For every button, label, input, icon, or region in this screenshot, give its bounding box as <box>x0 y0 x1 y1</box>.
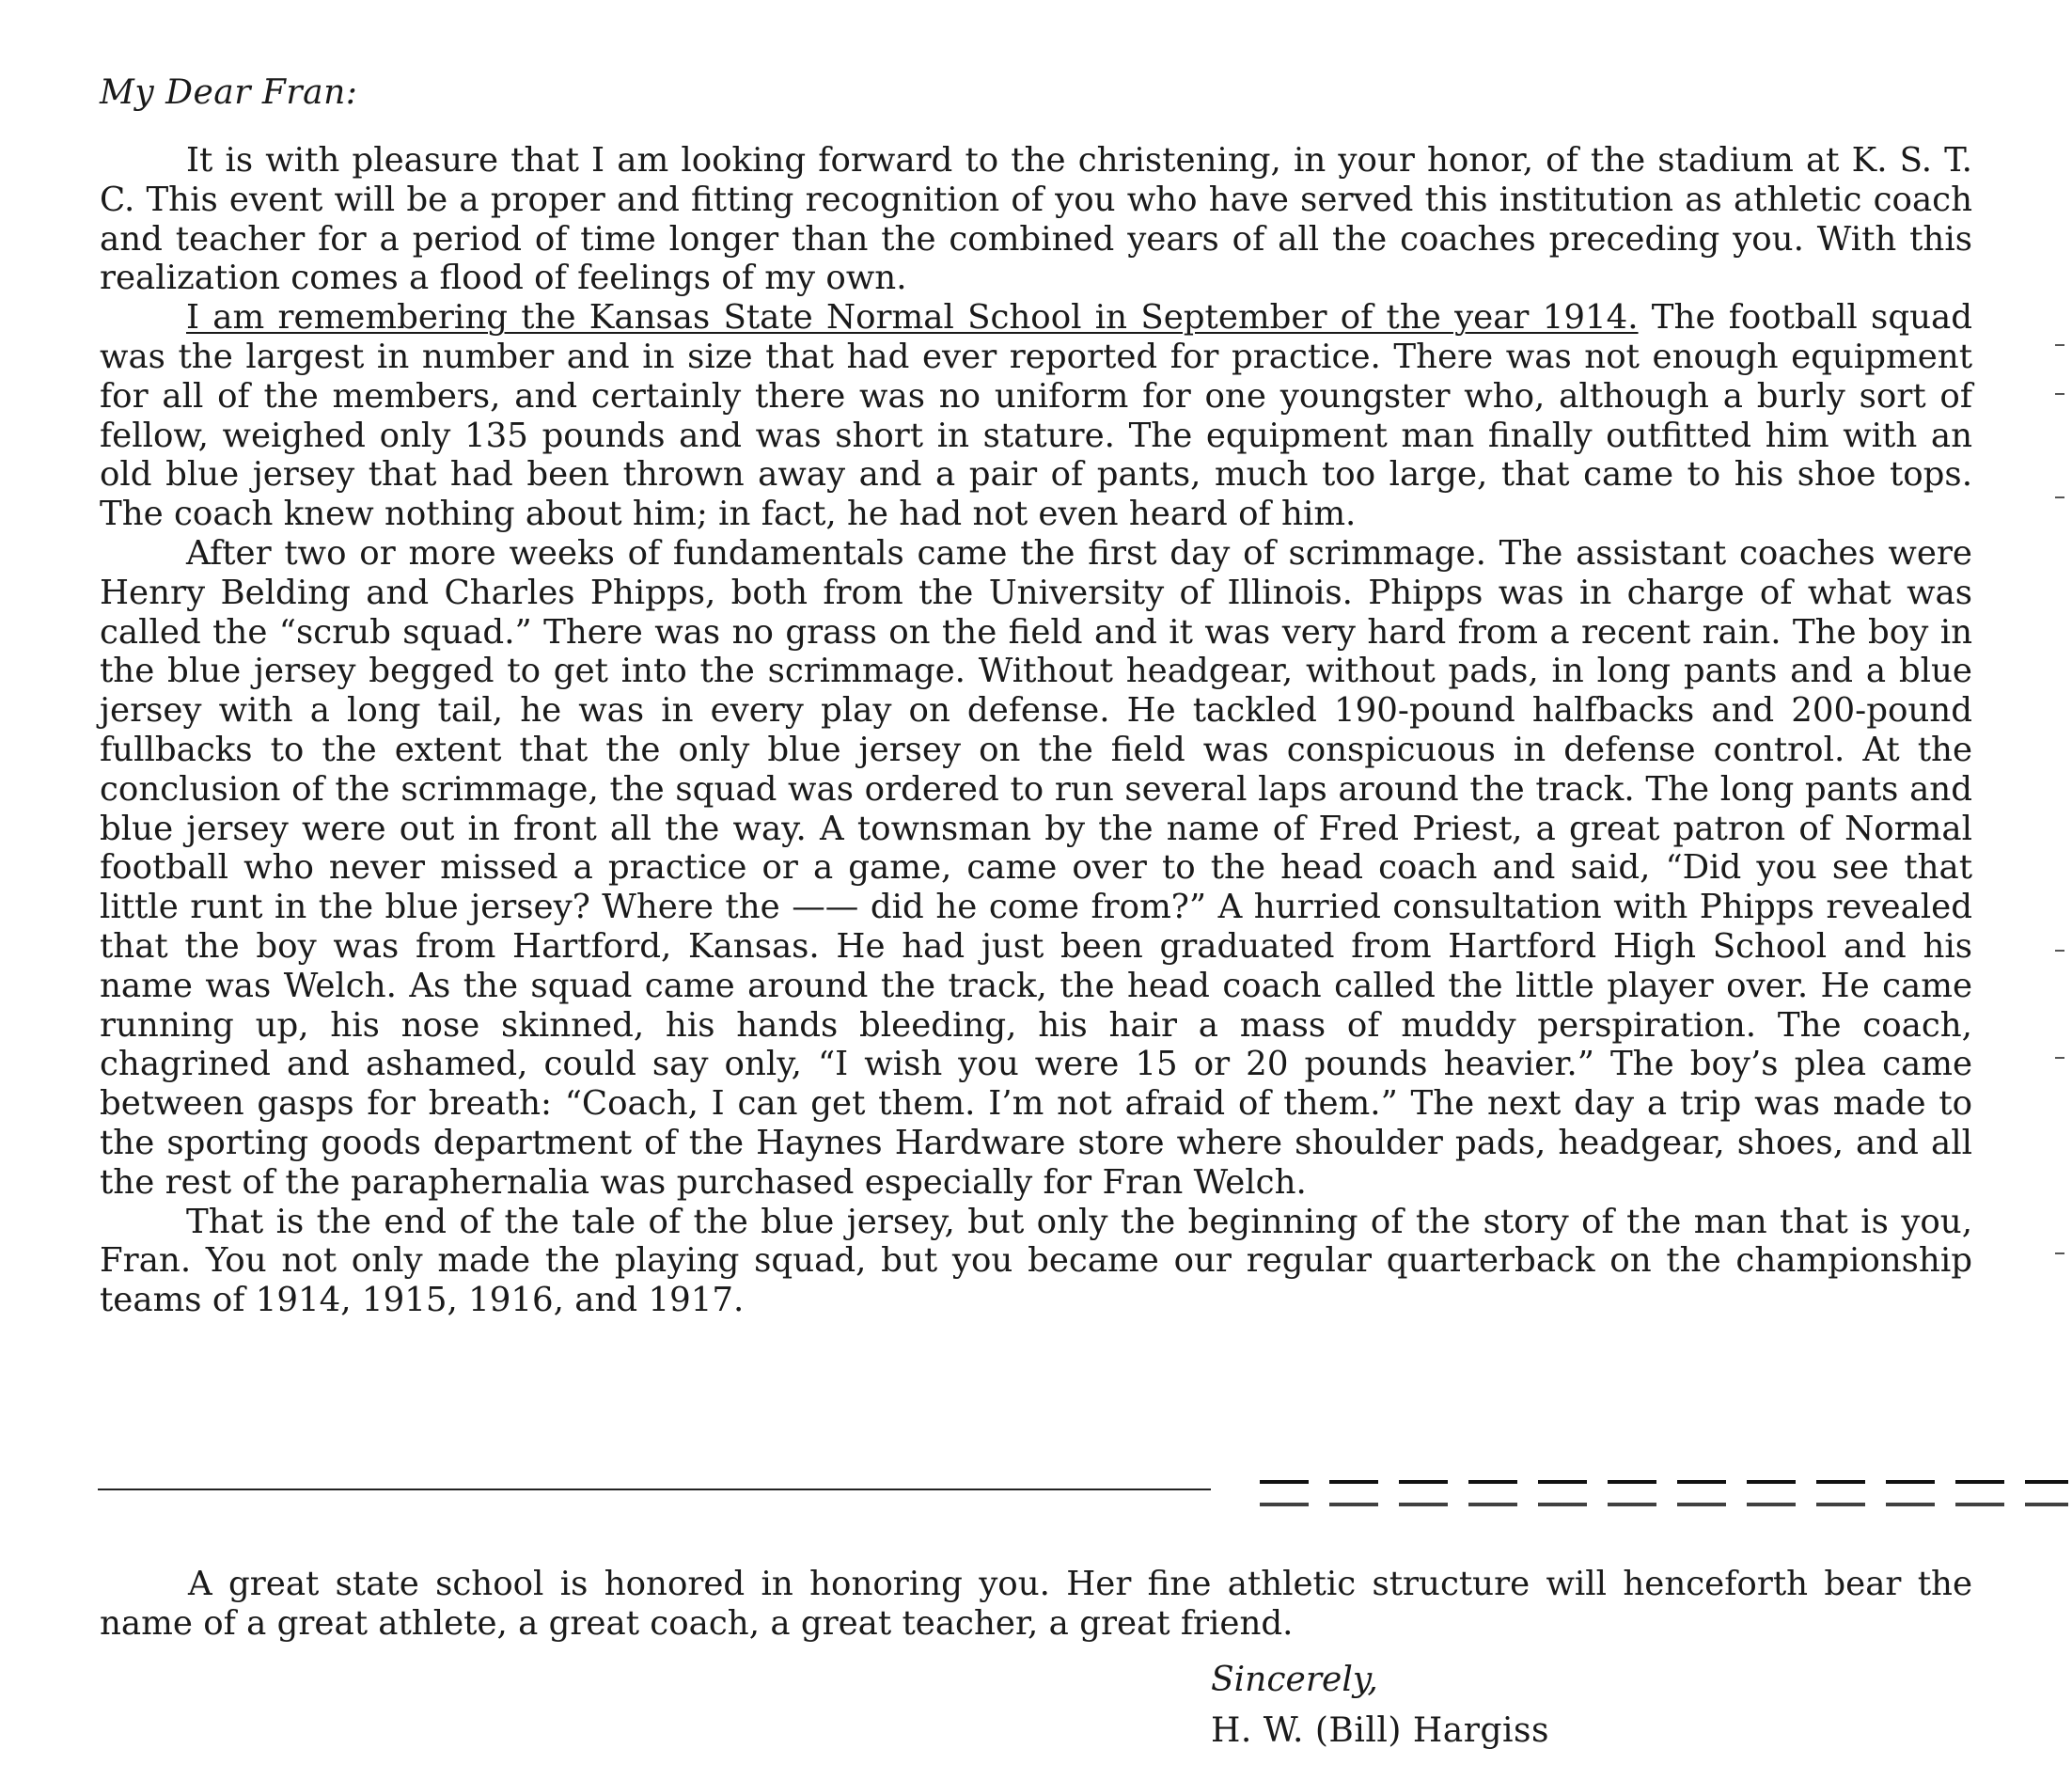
paragraph-remembering <box>100 298 1972 534</box>
dashed-rule-lower <box>1260 1503 2068 1506</box>
paragraph-christening: It is with pleasure that I am looking forward to the christening, in your honor, of the stadium at K. S. T. C. This event will be a proper and fitting recognition of you who have served this institution as athletic coach and teacher for a period of time longer than the combined years of all the coaches preceding you. With this realization comes a flood of feelings of my own. <box>100 141 1972 298</box>
margin-mark <box>2055 496 2064 498</box>
paragraph-scrimmage: After two or more weeks of fundamentals came the first day of scrimmage. The assistant coaches were Henry Belding and Charles Phipps, both from the University of Illinois. Phipps was in charge of what was called the “scrub squad.” There was no grass on the field and it was very hard from a recent rain. The boy in the blue jersey begged to get into the scrimmage. Without headgear, without pads, in long pants and a blue jersey with a long tail, he was in every play on defense. He tackled 190-pound halfbacks and 200-pound fullbacks to the extent that the only blue jersey on the field was conspicuous in defense control. At the conclusion of the scrimmage, the squad was ordered to run several laps around the track. The long pants and blue jersey were out in front all the way. A townsman by the name of Fred Priest, a great patron of Normal football who never missed a practice or a game, came over to the head coach and said, “Did you see that little runt in the blue jersey? Where the —— did he come from?” A hurried consultation with Phipps revealed that the boy was from Hartford, Kansas. He had just been graduated from Hartford High School and his name was Welch. As the squad came around the track, the head coach called the little player over. He came running up, his nose skinned, his hands bleeding, his hair a mass of muddy perspiration. The coach, chagrined and ashamed, could say only, “I wish you were 15 or 20 pounds heavier.” The boy’s plea came between gasps for breath: “Coach, I can get them. I’m not afraid of them.” The next day a trip was made to the sporting goods department of the Haynes Hardware store where shoulder pads, headgear, shoes, and all the rest of the paraphernalia was purchased especially for Fran Welch. <box>100 533 1972 1202</box>
letter-body <box>100 141 1972 1320</box>
margin-mark <box>2055 1252 2064 1254</box>
margin-mark <box>2055 344 2064 346</box>
paragraph-end-of-tale: That is the end of the tale of the blue jersey, but only the beginning of the story of the man that is you, Fran. You not only made the playing squad, but you became our regular quarterback on the championship teams of 1914, 1915, 1916, and 1917. <box>100 1202 1972 1320</box>
signoff: Sincerely, <box>1211 1661 1378 1699</box>
remembering-continuation: The football squad was the largest in number and in size that had ever reported for practice. There was not enough equipment for all of the members, and certainly there was no uniform for one youngster who, although a burly sort of fellow, weighed only 135 pounds and was short in stature. The equipment man finally outfitted him with an old blue jersey that had been thrown away and a pair of pants, much too large, that came to his shoe tops. The coach knew nothing about him; in fact, he had not even heard of him. <box>100 298 1972 534</box>
underlined-remembering-sentence: I am remembering the Kansas State Normal School in September of the year 1914. <box>186 298 1639 338</box>
margin-mark <box>2055 393 2064 395</box>
closing-paragraph: A great state school is honored in honoring you. Her fine athletic structure will henceforth bear the name of a great athlete, a great coach, a great teacher, a great friend. <box>100 1565 1972 1643</box>
section-divider-line <box>98 1489 1211 1490</box>
signature: H. W. (Bill) Hargiss <box>1211 1711 1549 1750</box>
margin-mark <box>2055 950 2064 952</box>
salutation: My Dear Fran: <box>100 73 358 112</box>
margin-mark <box>2055 1057 2064 1059</box>
dashed-rule-upper <box>1260 1480 2068 1484</box>
